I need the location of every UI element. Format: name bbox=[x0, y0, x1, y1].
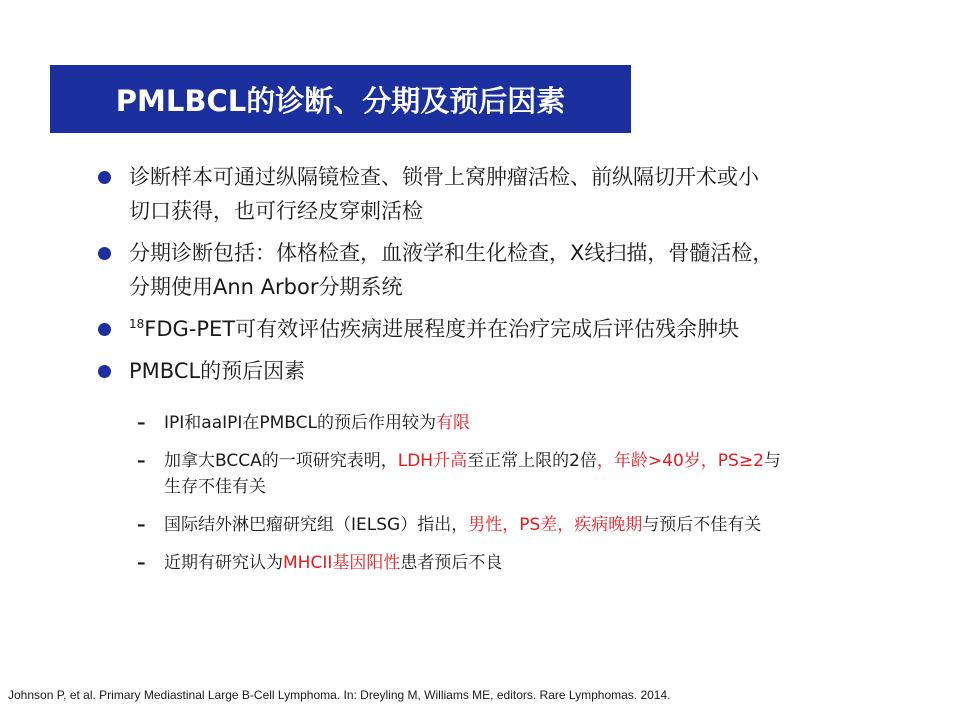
bullet-text-line1: 分期诊断包括：体格检查，血液学和生化检查，X线扫描，骨髓活检， bbox=[129, 241, 774, 265]
sub-item-ipi bbox=[133, 410, 873, 436]
bullet-dot-icon bbox=[98, 323, 111, 336]
bullet-item-staging bbox=[96, 236, 886, 304]
sub-highlight: 有限 bbox=[436, 413, 471, 433]
sub-text: 患者预后不良 bbox=[400, 553, 503, 573]
dash-icon: – bbox=[137, 515, 146, 535]
sub-text-line2: 生存不佳有关 bbox=[164, 477, 266, 497]
sub-item-mhcii bbox=[133, 550, 873, 576]
bullet-item-prognosis bbox=[96, 354, 886, 388]
sub-highlight-age-ps: ，年龄>40岁，PS≥2 bbox=[596, 451, 764, 471]
sub-item-bcca bbox=[133, 448, 873, 500]
dash-icon: – bbox=[137, 451, 146, 471]
sub-text: 加拿大BCCA的一项研究表明， bbox=[164, 451, 398, 471]
sub-highlight: MHCII基因阳性 bbox=[283, 553, 401, 573]
bullet-text: FDG-PET可有效评估疾病进展程度并在治疗完成后评估残余肿块 bbox=[144, 317, 740, 341]
sub-highlight-ldh: LDH升高 bbox=[397, 451, 468, 471]
main-bullet-list bbox=[96, 160, 886, 396]
bullet-dot-icon bbox=[98, 247, 111, 260]
bullet-dot-icon bbox=[98, 171, 111, 184]
bullet-text-line2: 分期使用Ann Arbor分期系统 bbox=[129, 275, 403, 299]
slide-title: PMLBCL的诊断、分期及预后因素 bbox=[115, 83, 566, 118]
dash-icon: – bbox=[137, 413, 146, 433]
dash-icon: – bbox=[137, 553, 146, 573]
sub-text: IPI和aaIPI在PMBCL的预后作用较为 bbox=[164, 413, 437, 433]
sub-item-ielsg bbox=[133, 512, 873, 538]
bullet-text-line2: 切口获得，也可行经皮穿刺活检 bbox=[129, 199, 423, 223]
sub-text: 与 bbox=[763, 451, 781, 471]
bullet-dot-icon bbox=[98, 365, 111, 378]
sub-text: 与预后不佳有关 bbox=[642, 515, 762, 535]
sub-text: 国际结外淋巴瘤研究组（IELSG）指出， bbox=[164, 515, 469, 535]
bullet-item-diagnosis bbox=[96, 160, 886, 228]
bullet-text-line1: 诊断样本可通过纵隔镜检查、锁骨上窝肿瘤活检、前纵隔切开术或小 bbox=[129, 165, 759, 189]
prognosis-sub-list bbox=[133, 410, 873, 588]
slide-title-bar bbox=[50, 65, 631, 133]
bullet-item-fdg-pet bbox=[96, 312, 886, 346]
sub-highlight: 男性，PS差，疾病晚期 bbox=[468, 515, 643, 535]
reference-footnote: Johnson P, et al. Primary Mediastinal Large B-Cell Lymphoma. In: Dreyling M, Williams ME, editors. Rare Lymphomas. 2014. bbox=[8, 688, 671, 702]
sub-text: 至正常上限的2倍 bbox=[467, 451, 597, 471]
superscript-18: 18 bbox=[129, 317, 145, 331]
sub-text: 近期有研究认为 bbox=[164, 553, 283, 573]
bullet-text: PMBCL的预后因素 bbox=[129, 359, 306, 383]
